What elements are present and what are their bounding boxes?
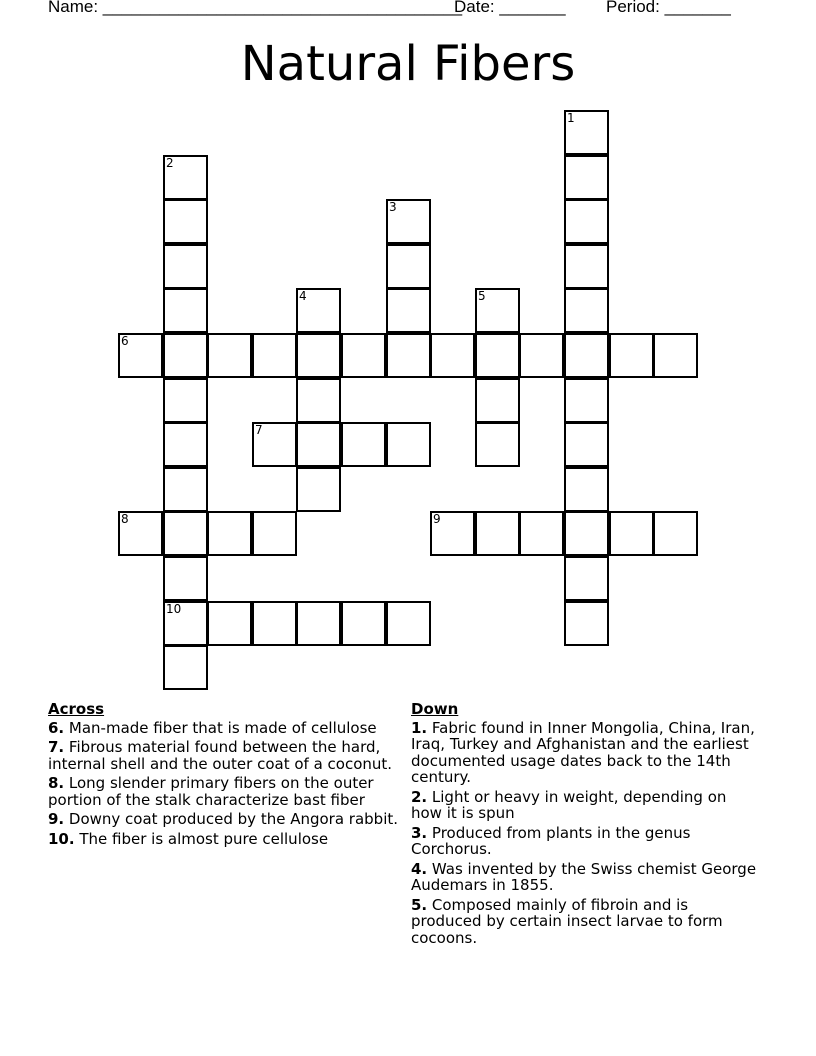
across-clue [48, 811, 404, 828]
crossword-cell[interactable] [207, 511, 252, 556]
clue-text: Light or heavy in weight, depending on how it is spun [411, 787, 727, 822]
clue-number: 2. [411, 787, 428, 806]
crossword-cell[interactable] [386, 288, 431, 333]
crossword-cell[interactable] [564, 288, 609, 333]
clue-number: 5. [411, 895, 428, 914]
down-clue [411, 720, 761, 786]
clue-number-label: 8 [121, 512, 129, 526]
crossword-cell[interactable] [430, 511, 475, 556]
crossword-cell[interactable] [475, 288, 520, 333]
crossword-cell[interactable] [296, 422, 341, 467]
clue-number-label: 1 [567, 111, 575, 125]
crossword-cell[interactable] [653, 511, 698, 556]
clue-text: Man-made fiber that is made of cellulose [64, 718, 377, 737]
date-field[interactable]: Date: _______ [454, 0, 566, 16]
clue-text: Fibrous material found between the hard, internal shell and the outer coat of a coconut. [48, 738, 393, 773]
crossword-cell[interactable] [386, 244, 431, 289]
crossword-cell[interactable] [653, 333, 698, 378]
clue-number: 1. [411, 718, 428, 737]
crossword-cell[interactable] [163, 556, 208, 601]
down-clue [411, 861, 761, 894]
clue-number-label: 7 [255, 423, 263, 437]
clue-text: Composed mainly of fibroin and is produced by certain insect larvae to form cocoons. [411, 895, 723, 947]
crossword-cell[interactable] [564, 601, 609, 646]
name-field[interactable]: Name: ______________________________________ [48, 0, 463, 16]
crossword-cell[interactable] [564, 244, 609, 289]
crossword-cell[interactable] [252, 511, 297, 556]
crossword-cell[interactable] [386, 333, 431, 378]
crossword-cell[interactable] [475, 511, 520, 556]
crossword-cell[interactable] [252, 601, 297, 646]
crossword-cell[interactable] [163, 467, 208, 512]
clue-text: The fiber is almost pure cellulose [74, 829, 329, 848]
across-clue [48, 831, 404, 848]
clue-number: 3. [411, 823, 428, 842]
across-clue [48, 720, 404, 737]
crossword-cell[interactable] [430, 333, 475, 378]
clue-number: 8. [48, 774, 65, 792]
crossword-cell[interactable] [341, 333, 386, 378]
crossword-cell[interactable] [564, 378, 609, 423]
crossword-cell[interactable] [163, 199, 208, 244]
crossword-cell[interactable] [163, 244, 208, 289]
crossword-cell[interactable] [564, 110, 609, 155]
clue-number-label: 3 [389, 200, 397, 214]
across-clues [48, 701, 404, 850]
crossword-cell[interactable] [519, 511, 564, 556]
crossword-cell[interactable] [163, 422, 208, 467]
clue-number-label: 10 [166, 602, 182, 616]
clue-number-label: 2 [166, 156, 174, 170]
page-title: Natural Fibers [240, 36, 576, 92]
crossword-cell[interactable] [609, 333, 654, 378]
crossword-cell[interactable] [564, 155, 609, 200]
crossword-cell[interactable] [519, 333, 564, 378]
clue-number-label: 6 [121, 334, 129, 348]
crossword-cell[interactable] [296, 333, 341, 378]
crossword-cell[interactable] [118, 333, 163, 378]
crossword-cell[interactable] [609, 511, 654, 556]
clue-number: 9. [48, 810, 65, 828]
clue-number: 6. [48, 718, 65, 737]
crossword-cell[interactable] [163, 333, 208, 378]
clue-text: Downy coat produced by the Angora rabbit. [64, 810, 399, 828]
crossword-cell[interactable] [296, 288, 341, 333]
clue-text: Produced from plants in the genus Corchorus. [411, 823, 691, 858]
crossword-cell[interactable] [475, 378, 520, 423]
across-clue [48, 775, 404, 808]
crossword-cell[interactable] [564, 467, 609, 512]
crossword-cell[interactable] [163, 378, 208, 423]
crossword-cell[interactable] [386, 199, 431, 244]
clue-number-label: 4 [299, 289, 307, 303]
crossword-cell[interactable] [564, 199, 609, 244]
clue-number: 10. [48, 829, 75, 848]
clue-number: 7. [48, 738, 65, 756]
down-clue [411, 789, 761, 822]
crossword-cell[interactable] [163, 601, 208, 646]
crossword-cell[interactable] [252, 422, 297, 467]
clue-number: 4. [411, 859, 428, 878]
crossword-cell[interactable] [296, 601, 341, 646]
crossword-cell[interactable] [386, 422, 431, 467]
down-clues [411, 701, 761, 949]
down-clue [411, 825, 761, 858]
crossword-cell[interactable] [296, 467, 341, 512]
crossword-cell[interactable] [475, 333, 520, 378]
crossword-cell[interactable] [118, 511, 163, 556]
crossword-cell[interactable] [163, 155, 208, 200]
crossword-cell[interactable] [207, 601, 252, 646]
clue-number-label: 9 [433, 512, 441, 526]
crossword-cell[interactable] [564, 556, 609, 601]
across-heading: Across [48, 700, 105, 718]
clue-number-label: 5 [478, 289, 486, 303]
crossword-cell[interactable] [341, 601, 386, 646]
crossword-cell[interactable] [163, 511, 208, 556]
crossword-cell[interactable] [252, 333, 297, 378]
crossword-cell[interactable] [475, 422, 520, 467]
period-field[interactable]: Period: _______ [606, 0, 731, 16]
crossword-cell[interactable] [207, 333, 252, 378]
crossword-cell[interactable] [341, 422, 386, 467]
down-heading: Down [411, 700, 459, 718]
clue-text: Was invented by the Swiss chemist George Audemars in 1855. [411, 859, 757, 894]
across-clue [48, 739, 404, 772]
crossword-cell[interactable] [564, 333, 609, 378]
clue-text: Fabric found in Inner Mongolia, China, Iran, Iraq, Turkey and Afghanistan and the earliest documented usage dates back to the 14th century. [411, 718, 755, 786]
crossword-cell[interactable] [564, 422, 609, 467]
crossword-cell[interactable] [163, 288, 208, 333]
crossword-cell[interactable] [564, 511, 609, 556]
clue-text: Long slender primary fibers on the outer portion of the stalk characterize bast fiber [48, 774, 374, 809]
crossword-cell[interactable] [386, 601, 431, 646]
crossword-cell[interactable] [296, 378, 341, 423]
down-clue [411, 897, 761, 947]
crossword-cell[interactable] [163, 645, 208, 690]
